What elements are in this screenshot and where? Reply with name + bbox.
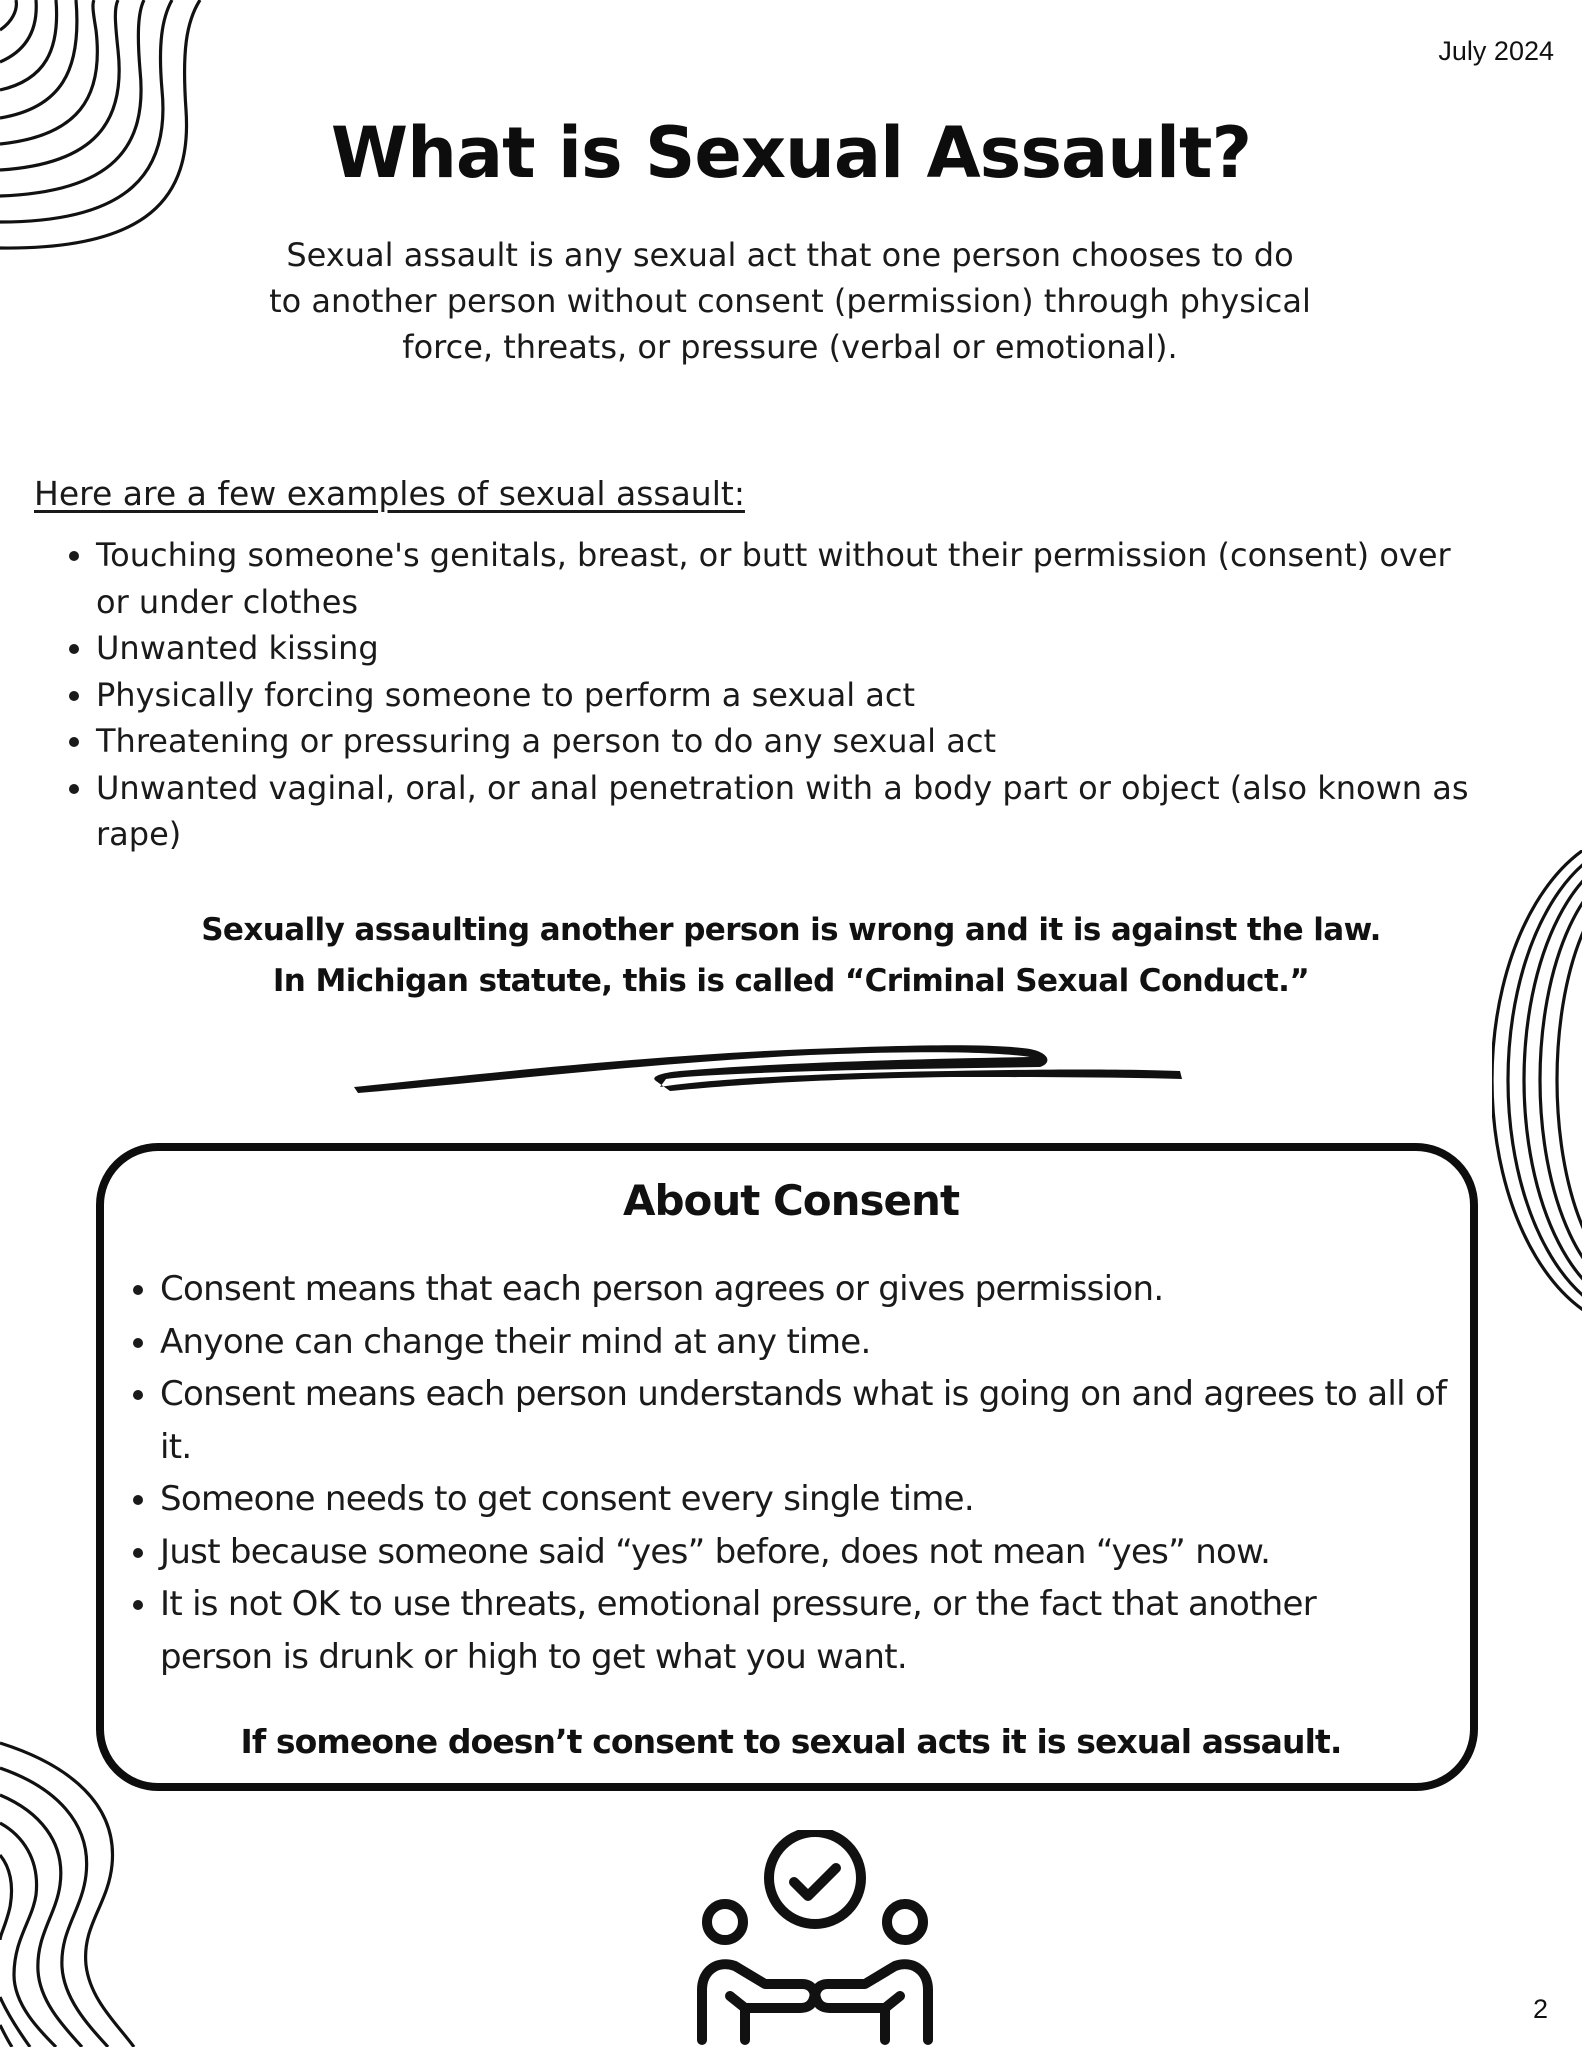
list-item: • Threatening or pressuring a person to do any sexual act	[96, 718, 1536, 765]
consent-conclusion: If someone doesn’t consent to sexual acts it is sexual assault.	[240, 1722, 1342, 1761]
definition-paragraph	[190, 232, 1390, 370]
list-item: • It is not OK to use threats, emotional pressure, or the fact that another person is drunk or high to get what you want.	[160, 1578, 1500, 1683]
law-line: Sexually assaulting another person is wrong and it is against the law.	[201, 912, 1381, 948]
list-item: • Just because someone said “yes” before, does not mean “yes” now.	[160, 1526, 1500, 1579]
consent-list	[118, 1263, 1500, 1683]
page-number: 2	[1532, 1994, 1548, 2024]
document-date: July 2024	[1438, 36, 1554, 66]
definition-line: force, threats, or pressure (verbal or emotional).	[402, 328, 1178, 366]
definition-line: Sexual assault is any sexual act that one person chooses to do	[286, 236, 1294, 274]
examples-list	[56, 532, 1536, 858]
list-item: • Anyone can change their mind at any time.	[160, 1316, 1500, 1369]
brush-stroke-divider-icon	[350, 1035, 1195, 1095]
law-line: In Michigan statute, this is called “Criminal Sexual Conduct.”	[272, 963, 1310, 999]
consent-handshake-check-icon	[690, 1830, 940, 2047]
list-item: • Consent means each person understands what is going on and agrees to all of it.	[160, 1368, 1500, 1473]
list-item: • Unwanted kissing	[96, 625, 1536, 672]
list-item: • Someone needs to get consent every single time.	[160, 1473, 1500, 1526]
examples-heading: Here are a few examples of sexual assault:	[34, 474, 745, 513]
list-item: • Physically forcing someone to perform a sexual act	[96, 672, 1536, 719]
consent-section-title: About Consent	[622, 1176, 960, 1225]
list-item: • Unwanted vaginal, oral, or anal penetration with a body part or object (also known as rape)	[96, 765, 1536, 858]
law-statement	[0, 905, 1582, 1007]
definition-line: to another person without consent (permission) through physical	[269, 282, 1311, 320]
list-item: • Touching someone's genitals, breast, or butt without their permission (consent) over or under clothes	[96, 532, 1536, 625]
list-item: • Consent means that each person agrees or gives permission.	[160, 1263, 1500, 1316]
page-title: What is Sexual Assault?	[330, 112, 1252, 194]
